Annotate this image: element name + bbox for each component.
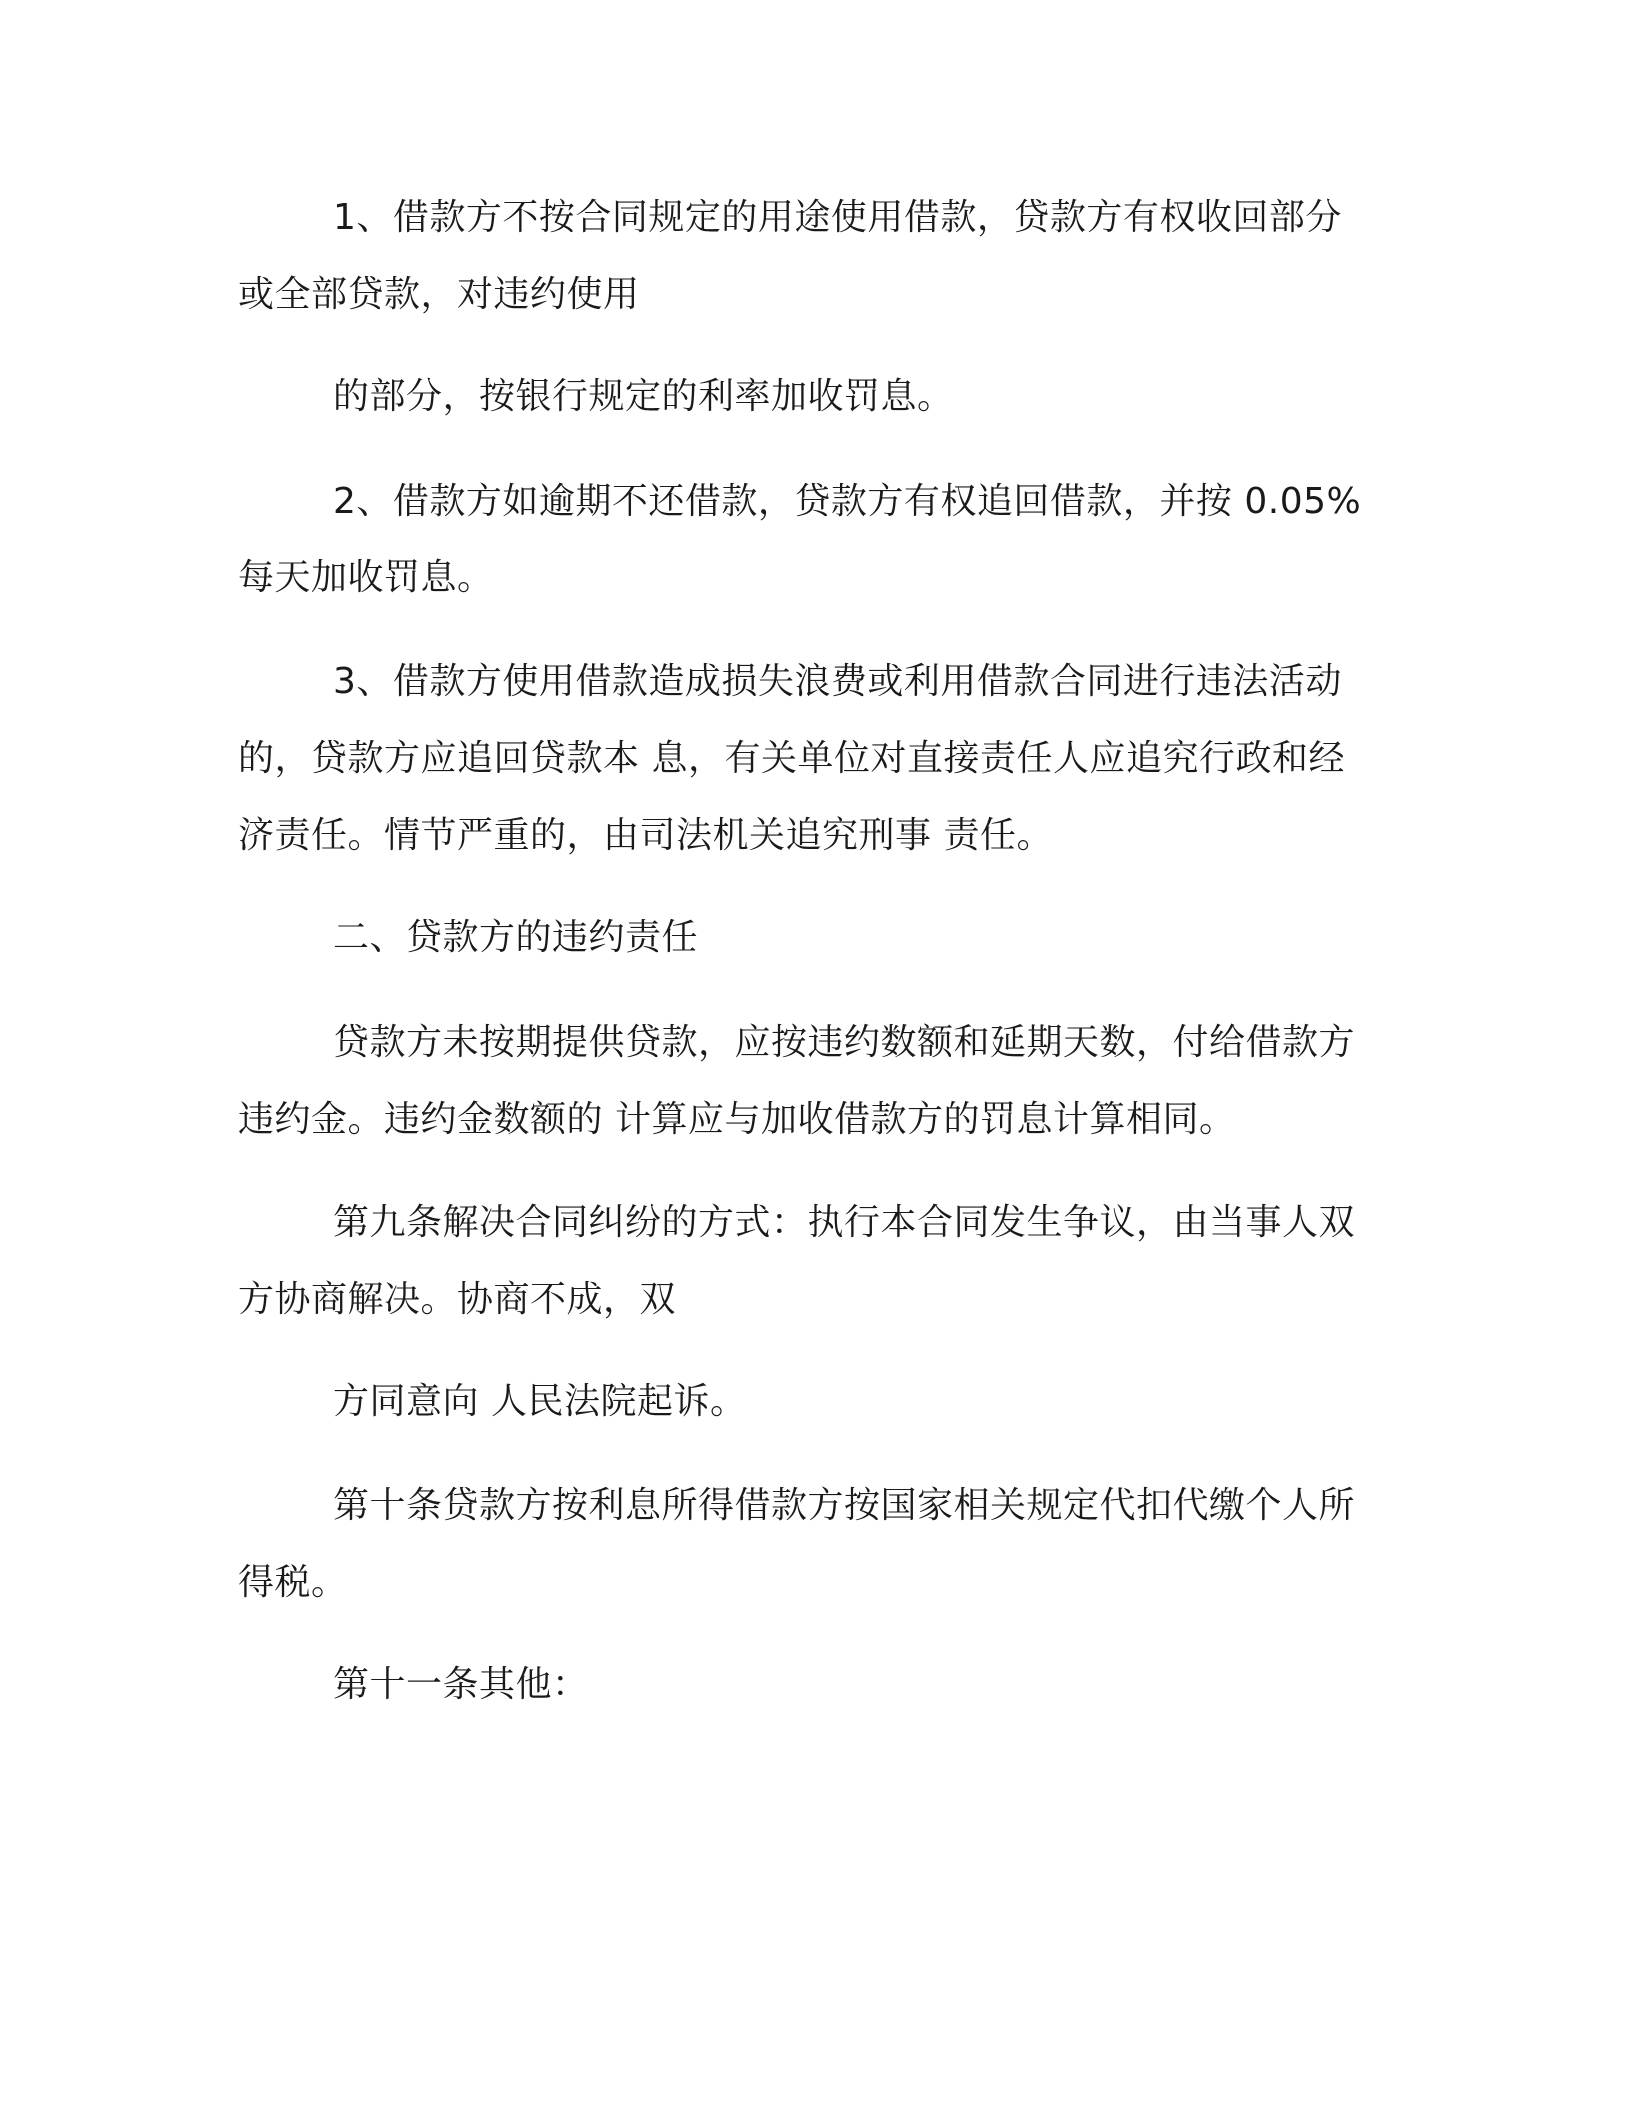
para-1-line-1: 1、借款方不按合同规定的用途使用借款，贷款方有权收回部分: [333, 197, 1342, 238]
para-1b-line-1: 的部分，按银行规定的利率加收罚息。: [333, 376, 954, 417]
article-9-line-1: 第九条解决合同纠纷的方式：执行本合同发生争议，由当事人双: [333, 1202, 1356, 1243]
para-2-line-1: 2、借款方如逾期不还借款，贷款方有权追回借款，并按 0.05%: [333, 481, 1362, 522]
para-1-line-2: 或全部贷款，对违约使用: [238, 274, 640, 315]
article-9-line-2: 方协商解决。协商不成，双: [238, 1279, 677, 1320]
article-11-heading: 第十一条其他：: [333, 1664, 589, 1705]
para-2-line-2: 每天加收罚息。: [238, 557, 494, 598]
para-3-line-1: 3、借款方使用借款造成损失浪费或利用借款合同进行违法活动: [333, 661, 1342, 702]
article-10-line-2: 得税。: [238, 1562, 348, 1603]
para-4-line-2: 违约金。违约金数额的 计算应与加收借款方的罚息计算相同。: [238, 1099, 1236, 1140]
para-3-line-2: 的，贷款方应追回贷款本 息，有关单位对直接责任人应追究行政和经: [238, 738, 1345, 779]
section-heading-lender-liability: 二、贷款方的违约责任: [333, 917, 699, 958]
article-9b-line-1: 方同意向 人民法院起诉。: [333, 1381, 747, 1422]
para-3-line-3: 济责任。情节严重的，由司法机关追究刑事 责任。: [238, 815, 1053, 856]
para-4-line-1: 贷款方未按期提供贷款，应按违约数额和延期天数，付给借款方: [333, 1022, 1356, 1063]
article-10-line-1: 第十条贷款方按利息所得借款方按国家相关规定代扣代缴个人所: [333, 1485, 1356, 1526]
